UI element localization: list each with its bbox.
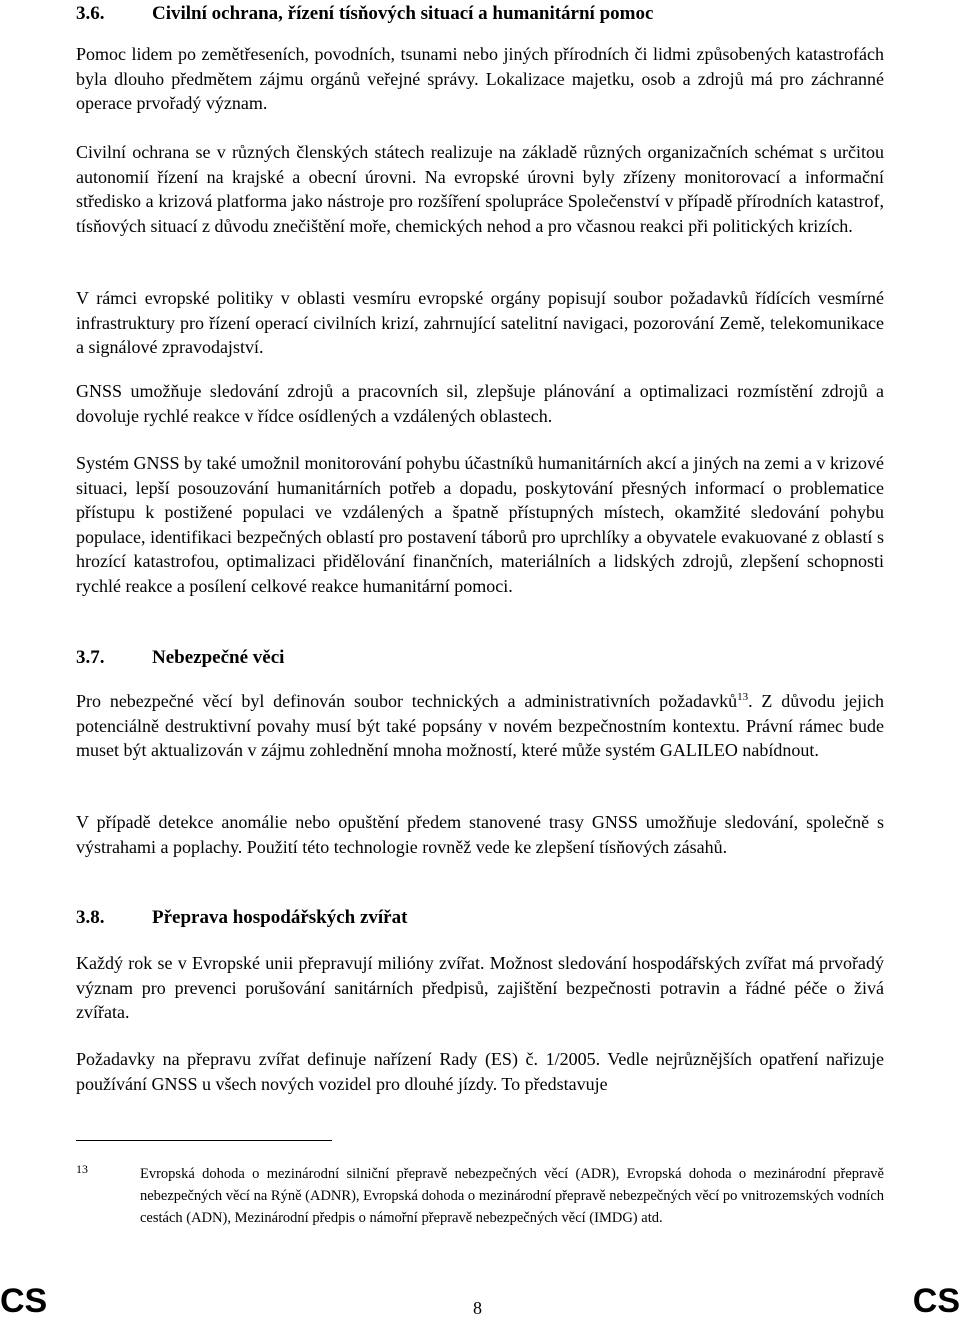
section-title: Přeprava hospodářských zvířat <box>152 907 408 928</box>
paragraph-continuation: Z důvodu jejich potenciálně destruktivní povahy musí být také popsány v novém bezpečnostním kontextu. Právní rámec bude muset být aktualizován v zájmu zohlednění mnoha možností, které může systém GALILEO nabídnout. <box>76 691 884 761</box>
section-title: Civilní ochrana, řízení tísňových situací a humanitární pomoc <box>152 3 654 24</box>
footnote-number: 13 <box>76 1162 88 1176</box>
paragraph-end: . <box>748 691 753 711</box>
section-heading-3-7 <box>76 646 284 670</box>
section-number: 3.8. <box>76 907 105 928</box>
footnote-divider <box>76 1140 332 1141</box>
paragraph: Systém GNSS by také umožnil monitorování pohybu účastníků humanitárních akcí a jiných na zemi a v krizové situaci, lepší posouzování humanitárních potřeb a dopadu, poskytování přesných informací o problematice přístupu k postižené populaci ve vzdálených a špatně přístupných místech, okamžité sledování pohybu populace, identifikaci bezpečných oblastí pro postavení táborů pro uprchlíky a obyvatele evakuované z oblastí s hrozící katastrofou, optimalizaci přidělování finančních, materiálních a lidských zdrojů, zlepšení schopnosti rychlé reakce a posílení celkové reakce humanitární pomoci. <box>76 453 884 596</box>
paragraph: V rámci evropské politiky v oblasti vesmíru evropské orgány popisují soubor požadavků řídících vesmírné infrastruktury pro řízení operací civilních krizí, zahrnující satelitní navigaci, pozorování Země, telekomunikace a signálové zpravodajství. <box>76 288 884 358</box>
footnote-text: Evropská dohoda o mezinárodní silniční přepravě nebezpečných věcí (ADR), Evropská dohoda o mezinárodní přepravě nebezpečných věcí na Rýně (ADNR), Evropská dohoda o mezinárodní přepravě nebezpečných věcí po vnitrozemských vodních cestách (ADN), Mezinárodní předpis o námořní přepravě nebezpečných věcí (IMDG) atd. <box>140 1166 884 1226</box>
section-heading-3-6 <box>76 2 653 26</box>
section-number: 3.6. <box>76 3 105 24</box>
paragraph-with-footnote <box>76 689 884 763</box>
paragraph: Pomoc lidem po zemětřeseních, povodních, tsunami nebo jiných přírodních či lidmi způsobených katastrofách byla dlouho předmětem zájmu orgánů veřejné správy. Lokalizace majetku, osob a zdrojů má pro záchranné operace prvořadý význam. <box>76 44 884 114</box>
paragraph: V případě detekce anomálie nebo opuštění předem stanovené trasy GNSS umožňuje sledování, společně s výstrahami a poplachy. Použití této technologie rovněž vede ke zlepšení tísňových zásahů. <box>76 812 884 857</box>
paragraph: Požadavky na přepravu zvířat definuje nařízení Rady (ES) č. 1/2005. Vedle nejrůznějších opatření nařizuje používání GNSS u všech nových vozidel pro dlouhé jízdy. To představuje <box>76 1049 884 1094</box>
footnote-reference[interactable]: 13 <box>737 691 749 703</box>
paragraph: GNSS umožňuje sledování zdrojů a pracovních sil, zlepšuje plánování a optimalizaci rozmístění zdrojů a dovoluje rychlé reakce v řídce osídlených a vzdálených oblastech. <box>76 381 884 426</box>
paragraph: Civilní ochrana se v různých členských státech realizuje na základě různých organizačních schémat s určitou autonomií řízení na krajské a obecní úrovni. Na evropské úrovni byly zřízeny monitorovací a informační středisko a krizová platforma jako nástroje pro rozšíření spolupráce Společenství v případě přírodních katastrof, tísňových situací z důvodu znečištění moře, chemických nehod a pro včasnou reakci při politických krizích. <box>76 142 884 236</box>
section-heading-3-8 <box>76 906 407 930</box>
paragraph-text: Pro nebezpečné věcí byl definován soubor technických a administrativních požadavků <box>76 691 738 711</box>
section-title: Nebezpečné věci <box>152 647 285 668</box>
page-number: 8 <box>473 1298 482 1318</box>
footer-language-label-right: CS <box>912 1282 960 1320</box>
footer-language-label-left: CS <box>0 1282 48 1320</box>
paragraph: Každý rok se v Evropské unii přepravují milióny zvířat. Možnost sledování hospodářských zvířat má prvořadý význam pro prevenci porušování sanitárních předpisů, zajištění bezpečnosti potravin a řádné péče o živá zvířata. <box>76 953 884 1023</box>
section-number: 3.7. <box>76 647 105 668</box>
